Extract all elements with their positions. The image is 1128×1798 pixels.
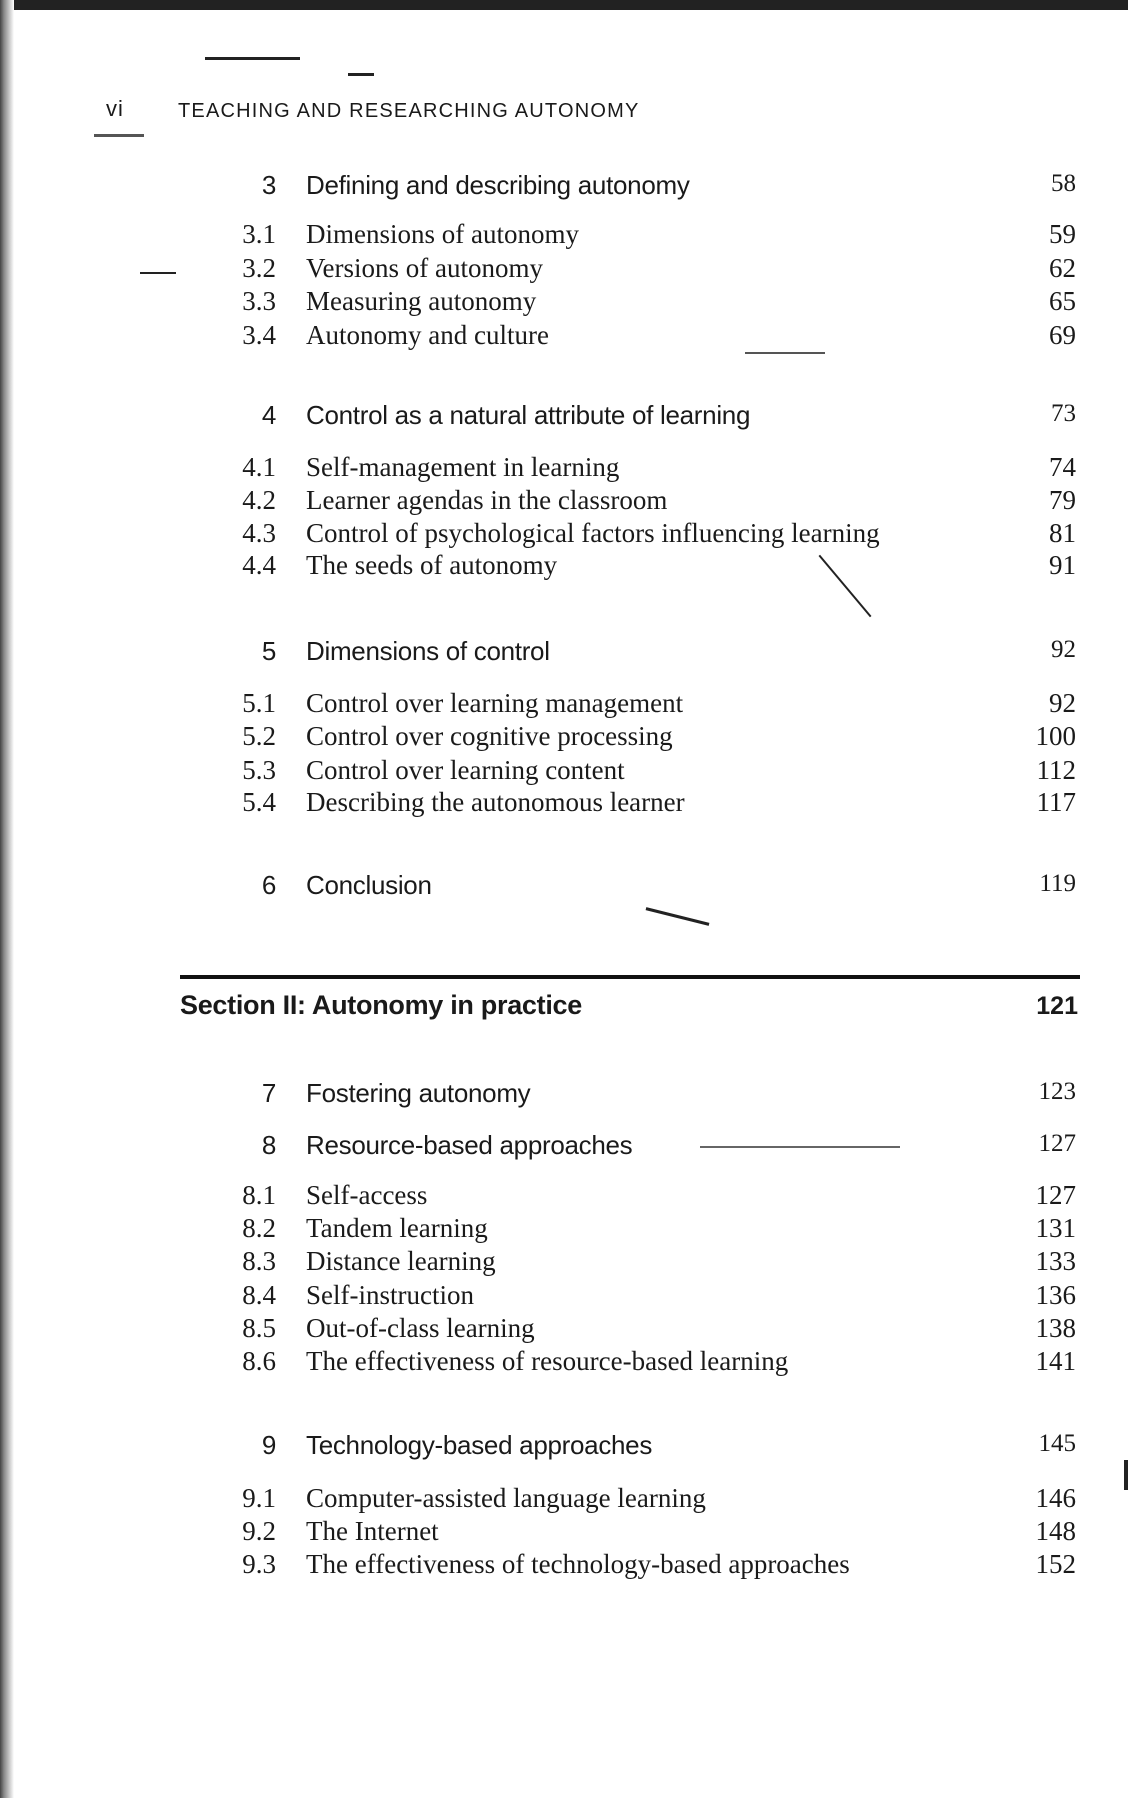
toc-entry-page: 152 <box>1035 1549 1076 1579</box>
toc-entry-number: 6 <box>261 870 276 900</box>
toc-entry-title: Control of psychological factors influencing learning <box>306 518 880 548</box>
toc-entry-page: 73 <box>1051 400 1076 427</box>
toc-subsection-row <box>0 253 1128 287</box>
toc-entry-page: 112 <box>1036 755 1076 785</box>
toc-entry-title: Describing the autonomous learner <box>306 787 685 817</box>
toc-subsection-row <box>0 219 1128 253</box>
toc-entry-title: Learner agendas in the classroom <box>306 485 668 515</box>
toc-entry-title: Out-of-class learning <box>306 1313 535 1343</box>
toc-entry-number: 5.2 <box>242 721 276 751</box>
toc-entry-page: 81 <box>1049 518 1076 548</box>
toc-subsection-row <box>0 1549 1128 1583</box>
toc-entry-number: 3 <box>261 170 276 200</box>
toc-entry-page: 69 <box>1049 320 1076 350</box>
toc-entry-number: 4 <box>261 400 276 430</box>
toc-chapter-row <box>0 636 1128 670</box>
toc-entry-title: Defining and describing autonomy <box>306 170 690 200</box>
toc-entry-number: 8.2 <box>242 1213 276 1243</box>
toc-entry-title: Self-management in learning <box>306 452 620 482</box>
scan-speck <box>140 272 176 274</box>
toc-entry-page: 117 <box>1036 787 1076 817</box>
toc-entry-number: 9.2 <box>242 1516 276 1546</box>
section-heading <box>180 990 1080 1026</box>
toc-entry-number: 8.5 <box>242 1313 276 1343</box>
toc-chapter-row <box>0 170 1128 204</box>
toc-subsection-row <box>0 286 1128 320</box>
toc-entry-title: Tandem learning <box>306 1213 488 1243</box>
toc-subsection-row <box>0 1483 1128 1517</box>
toc-entry-page: 92 <box>1049 688 1076 718</box>
toc-subsection-row <box>0 787 1128 821</box>
toc-subsection-row <box>0 452 1128 486</box>
toc-subsection-row <box>0 721 1128 755</box>
toc-entry-title: Autonomy and culture <box>306 320 549 350</box>
toc-subsection-row <box>0 1280 1128 1314</box>
toc-subsection-row <box>0 1346 1128 1380</box>
toc-entry-page: 141 <box>1035 1346 1076 1376</box>
toc-entry-page: 136 <box>1035 1280 1076 1310</box>
toc-entry-title: The effectiveness of resource-based learning <box>306 1346 789 1376</box>
toc-entry-title: Fostering autonomy <box>306 1078 531 1108</box>
toc-entry-page: 74 <box>1049 452 1076 482</box>
toc-entry-page: 119 <box>1039 870 1076 897</box>
toc-entry-number: 3.1 <box>242 219 276 249</box>
toc-chapter-row <box>0 1130 1128 1164</box>
toc-entry-page: 91 <box>1049 550 1076 580</box>
toc-entry-number: 3.3 <box>242 286 276 316</box>
scan-speck <box>348 73 374 76</box>
toc-subsection-row <box>0 1213 1128 1247</box>
toc-entry-page: 62 <box>1049 253 1076 283</box>
toc-subsection-row <box>0 1516 1128 1550</box>
toc-entry-page: 133 <box>1035 1246 1076 1276</box>
toc-entry-page: 92 <box>1051 636 1076 663</box>
toc-entry-number: 4.3 <box>242 518 276 548</box>
toc-chapter-row <box>0 1078 1128 1112</box>
running-head-title: TEACHING AND RESEARCHING AUTONOMY <box>178 100 640 122</box>
toc-chapter-row <box>0 1430 1128 1464</box>
toc-entry-title: The Internet <box>306 1516 439 1546</box>
scan-speck <box>646 907 710 926</box>
scan-speck <box>1124 1460 1128 1490</box>
toc-entry-page: 100 <box>1035 721 1076 751</box>
section-divider-rule <box>180 975 1080 979</box>
toc-entry-page: 145 <box>1038 1430 1076 1457</box>
toc-entry-number: 4.4 <box>242 550 276 580</box>
section-title: Section II: Autonomy in practice <box>180 990 582 1020</box>
toc-entry-number: 8.1 <box>242 1180 276 1210</box>
toc-entry-page: 148 <box>1035 1516 1076 1546</box>
toc-entry-title: The effectiveness of technology-based approaches <box>306 1549 850 1579</box>
toc-entry-number: 5.4 <box>242 787 276 817</box>
toc-entry-page: 131 <box>1035 1213 1076 1243</box>
toc-entry-page: 146 <box>1035 1483 1076 1513</box>
toc-entry-title: Resource-based approaches <box>306 1130 633 1160</box>
scan-speck <box>700 1146 900 1148</box>
page-number: vi <box>106 96 124 121</box>
toc-entry-title: Control over cognitive processing <box>306 721 673 751</box>
toc-entry-page: 123 <box>1038 1078 1076 1105</box>
toc-entry-number: 9.3 <box>242 1549 276 1579</box>
page-number-rule <box>94 134 144 137</box>
toc-entry-number: 3.4 <box>242 320 276 350</box>
toc-entry-title: The seeds of autonomy <box>306 550 558 580</box>
toc-entry-title: Control as a natural attribute of learning <box>306 400 751 430</box>
toc-subsection-row <box>0 1180 1128 1214</box>
toc-entry-number: 3.2 <box>242 253 276 283</box>
toc-entry-title: Versions of autonomy <box>306 253 543 283</box>
toc-entry-number: 5.3 <box>242 755 276 785</box>
toc-subsection-row <box>0 518 1128 552</box>
toc-entry-title: Self-instruction <box>306 1280 474 1310</box>
toc-entry-page: 58 <box>1051 170 1076 197</box>
toc-entry-number: 8 <box>261 1130 276 1160</box>
toc-entry-number: 7 <box>261 1078 276 1108</box>
toc-subsection-row <box>0 320 1128 354</box>
toc-entry-page: 59 <box>1049 219 1076 249</box>
toc-subsection-row <box>0 550 1128 584</box>
toc-entry-title: Distance learning <box>306 1246 496 1276</box>
toc-entry-number: 8.4 <box>242 1280 276 1310</box>
toc-entry-number: 5 <box>261 636 276 666</box>
toc-subsection-row <box>0 1313 1128 1347</box>
scan-speck <box>205 57 300 60</box>
toc-entry-page: 65 <box>1049 286 1076 316</box>
toc-chapter-row <box>0 400 1128 434</box>
toc-subsection-row <box>0 1246 1128 1280</box>
toc-entry-page: 127 <box>1038 1130 1076 1157</box>
toc-entry-title: Self-access <box>306 1180 428 1210</box>
toc-entry-number: 4.2 <box>242 485 276 515</box>
toc-subsection-row <box>0 755 1128 789</box>
toc-chapter-row <box>0 870 1128 904</box>
toc-subsection-row <box>0 485 1128 519</box>
toc-entry-title: Computer-assisted language learning <box>306 1483 706 1513</box>
toc-entry-title: Technology-based approaches <box>306 1430 653 1460</box>
toc-entry-title: Measuring autonomy <box>306 286 537 316</box>
toc-entry-number: 8.6 <box>242 1346 276 1376</box>
toc-subsection-row <box>0 688 1128 722</box>
toc-entry-page: 127 <box>1035 1180 1076 1210</box>
toc-entry-number: 8.3 <box>242 1246 276 1276</box>
scan-speck <box>745 352 825 354</box>
toc-entry-title: Conclusion <box>306 870 432 900</box>
toc-entry-number: 9 <box>261 1430 276 1460</box>
toc-entry-page: 79 <box>1049 485 1076 515</box>
toc-entry-title: Dimensions of control <box>306 636 550 666</box>
toc-entry-page: 138 <box>1035 1313 1076 1343</box>
toc-entry-title: Control over learning management <box>306 688 684 718</box>
section-page-number: 121 <box>1036 992 1078 1020</box>
toc-entry-number: 9.1 <box>242 1483 276 1513</box>
toc-entry-number: 5.1 <box>242 688 276 718</box>
toc-entry-title: Dimensions of autonomy <box>306 219 579 249</box>
toc-entry-title: Control over learning content <box>306 755 625 785</box>
toc-entry-number: 4.1 <box>242 452 276 482</box>
